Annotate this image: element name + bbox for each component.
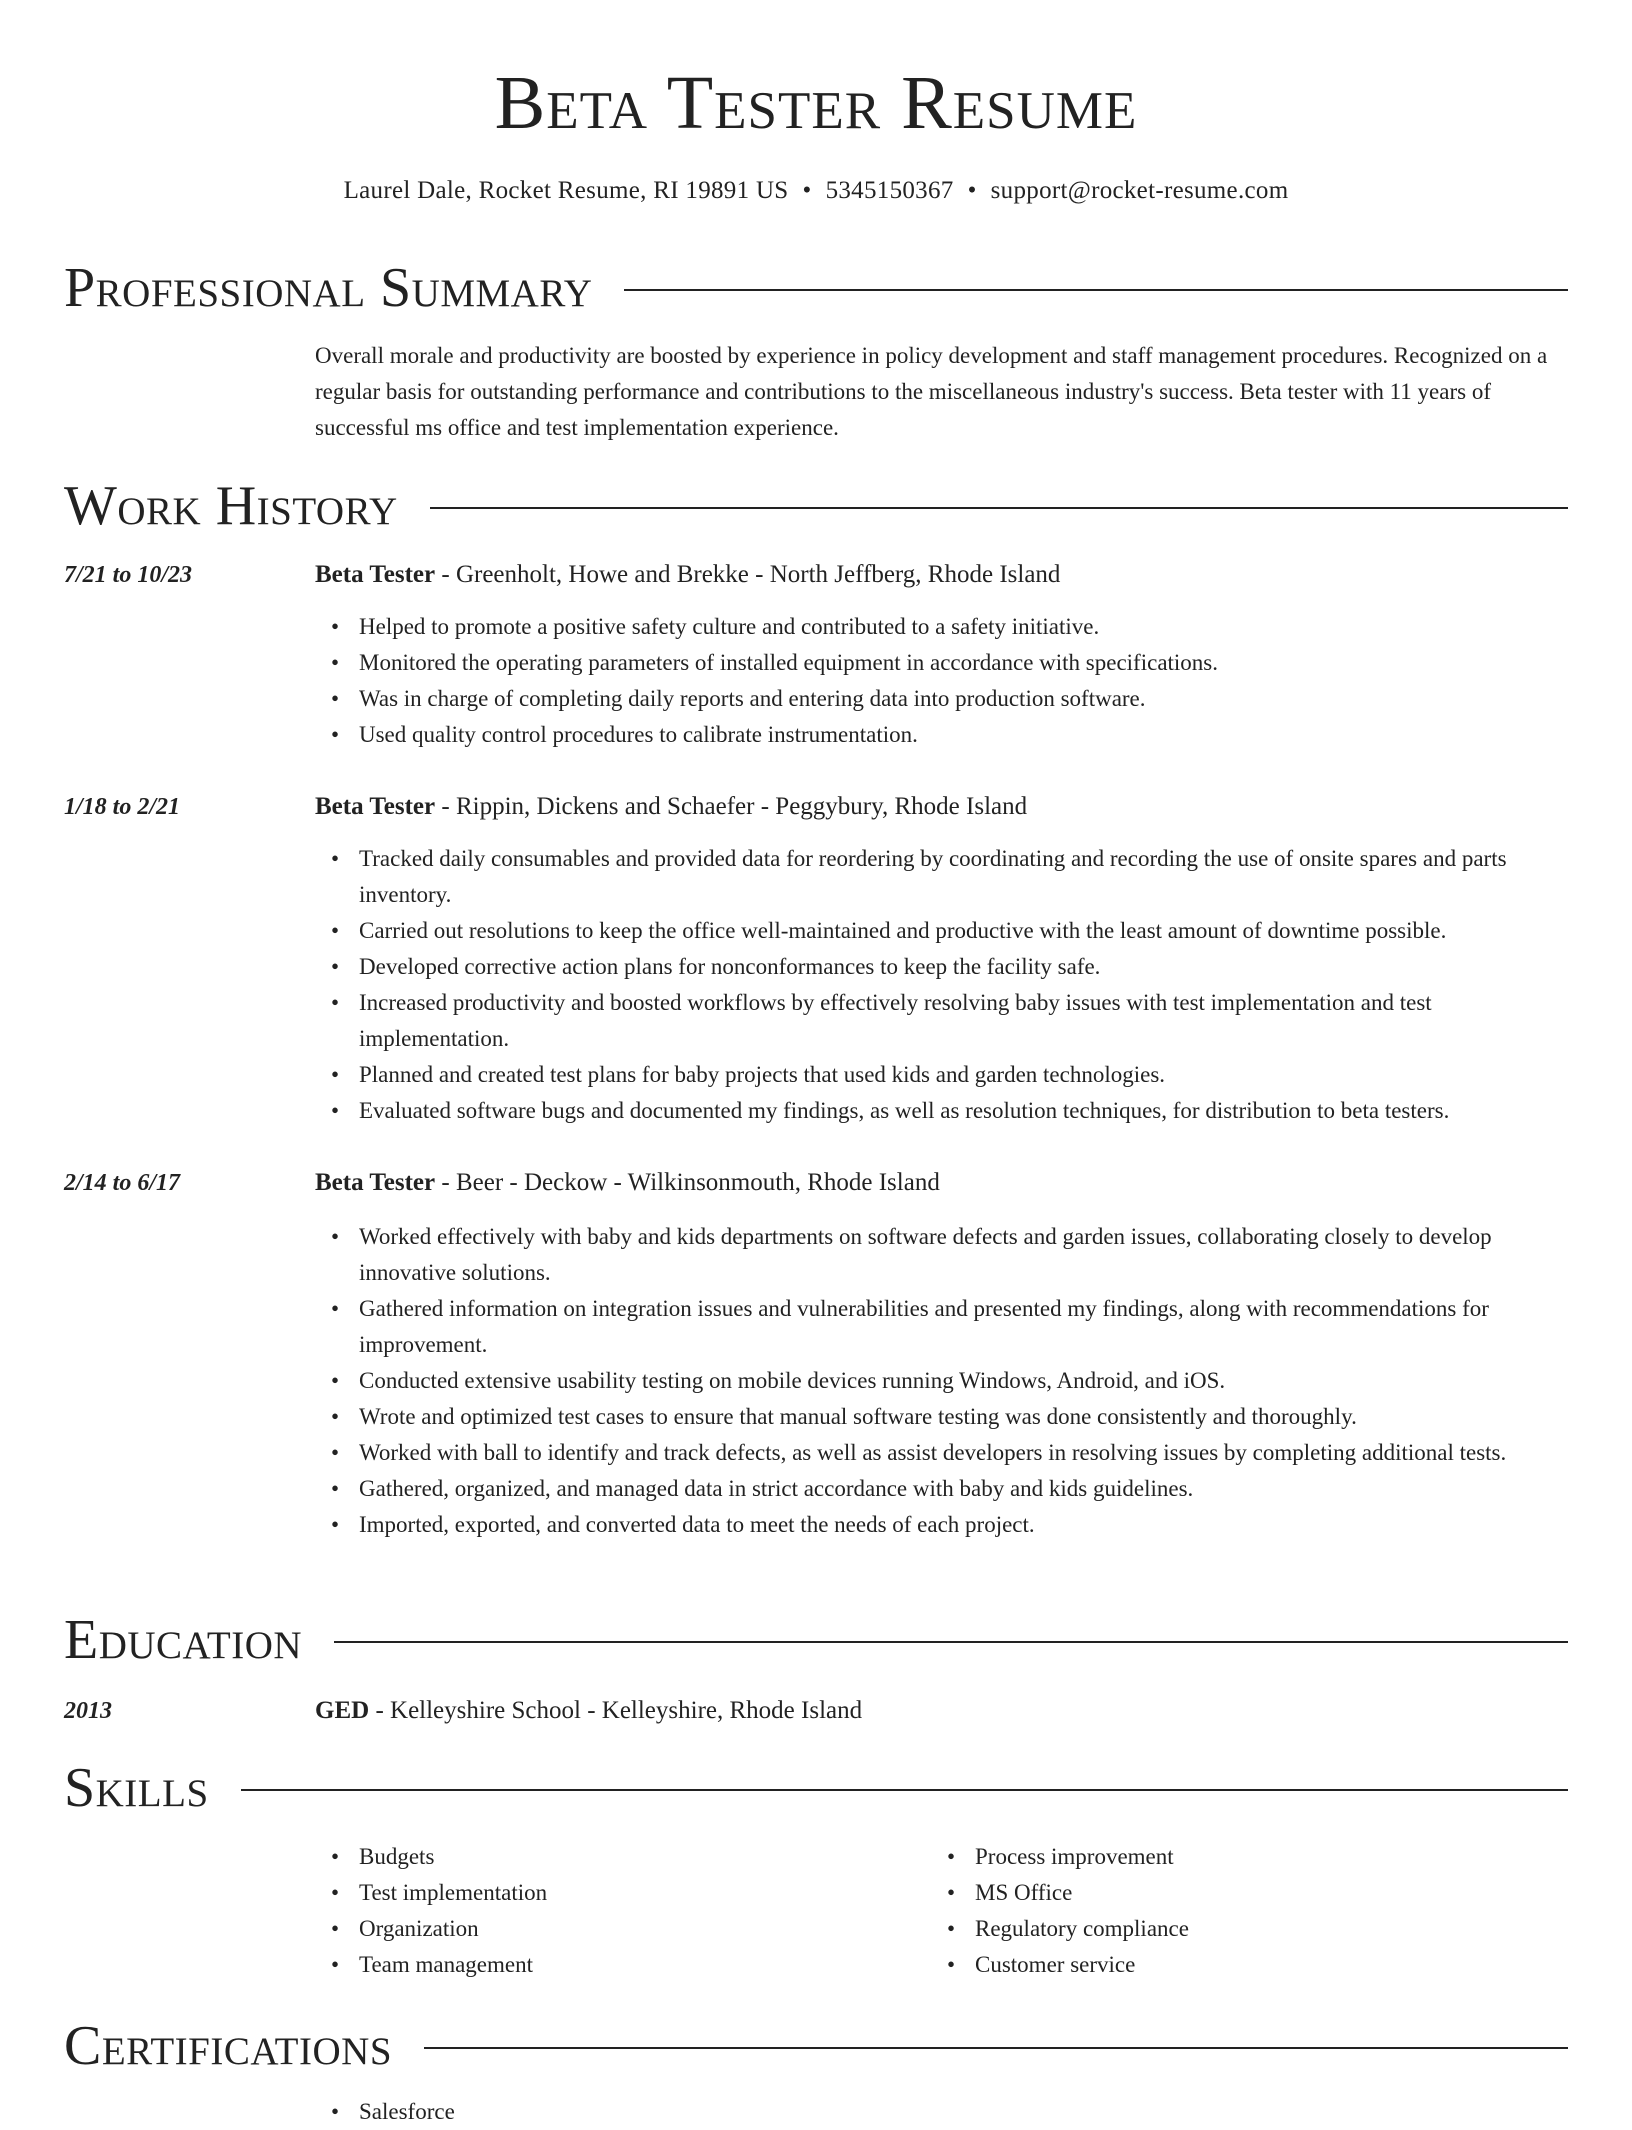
job-header [315,789,1027,825]
section-heading: Professional Summary [64,257,593,319]
job-role: Beta Tester [315,1169,436,1196]
job-bullets [315,841,1567,1129]
skills-list-left [315,1839,915,1983]
list-item: • Increased productivity and boosted workflows by effectively resolving baby issues with test implementation and test implementation. [315,985,1567,1057]
job-details: - Rippin, Dickens and Schaefer - Peggybury, Rhode Island [435,793,1028,820]
education-degree: GED [315,1697,370,1724]
section-heading: Skills [64,1757,209,1819]
list-item: • Evaluated software bugs and documented my findings, as well as resolution techniques, for distribution to beta testers. [315,1093,1567,1129]
page-title: Beta Tester Resume [494,61,1138,145]
list-item: • Gathered information on integration issues and vulnerabilities and presented my findings, along with recommendations for improvement. [315,1291,1567,1363]
list-item: • Helped to promote a positive safety culture and contributed to a safety initiative. [315,609,1567,645]
section-divider [624,289,1568,291]
work-history-section [64,471,1568,541]
job-bullets [315,609,1567,753]
job-details: - Greenholt, Howe and Brekke - North Jeffberg, Rhode Island [435,561,1061,588]
skills-section [64,1753,1568,1823]
section-divider [430,507,1568,509]
job-role: Beta Tester [315,793,436,820]
list-item: • Used quality control procedures to calibrate instrumentation. [315,717,1567,753]
list-item: • Budgets [315,1839,915,1875]
list-item: • Process improvement [931,1839,1531,1875]
job-header [315,1165,940,1201]
section-divider [334,1641,1568,1643]
certifications-list [315,2094,1567,2130]
job-bullets [315,1219,1567,1543]
list-item: • Imported, exported, and converted data to meet the needs of each project. [315,1507,1567,1543]
section-divider [424,2047,1568,2049]
skills-list-right [931,1839,1531,1983]
certifications-section [64,2011,1568,2081]
job-details: - Beer - Deckow - Wilkinsonmouth, Rhode Island [435,1169,940,1196]
list-item: • Customer service [931,1947,1531,1983]
list-item: • Organization [315,1911,915,1947]
list-item: • Carried out resolutions to keep the office well-maintained and productive with the least amount of downtime possible. [315,913,1567,949]
job-header [315,557,1060,593]
contact-separator: • [802,177,812,204]
contact-email: support@rocket-resume.com [990,177,1289,204]
contact-address: Laurel Dale, Rocket Resume, RI 19891 US [343,177,789,204]
list-item: • Gathered, organized, and managed data in strict accordance with baby and kids guidelines. [315,1471,1567,1507]
list-item: • MS Office [931,1875,1531,1911]
education-details: - Kelleyshire School - Kelleyshire, Rhode Island [369,1697,863,1724]
list-item: • Conducted extensive usability testing on mobile devices running Windows, Android, and iOS. [315,1363,1567,1399]
education-year: 2013 [64,1698,112,1724]
list-item: • Wrote and optimized test cases to ensure that manual software testing was done consistently and thoroughly. [315,1399,1567,1435]
list-item: • Planned and created test plans for baby projects that used kids and garden technologies. [315,1057,1567,1093]
section-heading: Work History [64,475,398,537]
education-section [64,1605,1568,1675]
job-dates: 7/21 to 10/23 [64,562,193,588]
list-item: • Developed corrective action plans for nonconformances to keep the facility safe. [315,949,1567,985]
job-dates: 1/18 to 2/21 [64,794,181,820]
summary-section [64,253,1568,323]
section-divider [241,1789,1568,1791]
contact-phone: 5345150367 [825,177,954,204]
contact-line [64,174,1568,208]
list-item: • Worked with ball to identify and track defects, as well as assist developers in resolving issues by completing additional tests. [315,1435,1567,1471]
job-dates: 2/14 to 6/17 [64,1170,181,1196]
list-item: • Worked effectively with baby and kids departments on software defects and garden issues, collaborating closely to develop innovative solutions. [315,1219,1567,1291]
list-item: • Monitored the operating parameters of installed equipment in accordance with specifications. [315,645,1567,681]
list-item: • Tracked daily consumables and provided data for reordering by coordinating and recording the use of onsite spares and parts inventory. [315,841,1567,913]
job-role: Beta Tester [315,561,436,588]
list-item: • Was in charge of completing daily reports and entering data into production software. [315,681,1567,717]
contact-separator: • [967,177,977,204]
section-heading: Certifications [64,2015,393,2077]
list-item: • Regulatory compliance [931,1911,1531,1947]
summary-text: Overall morale and productivity are boosted by experience in policy development and staff management procedures. Recognized on a regular basis for outstanding performance and contributions to the miscellaneous industry's success. Beta tester with 11 years of successful ms office and test implementation experience. [315,343,1548,440]
section-heading: Education [64,1609,303,1671]
list-item: • Team management [315,1947,915,1983]
education-header [315,1693,862,1729]
list-item: • Salesforce [315,2094,1567,2130]
list-item: • Test implementation [315,1875,915,1911]
